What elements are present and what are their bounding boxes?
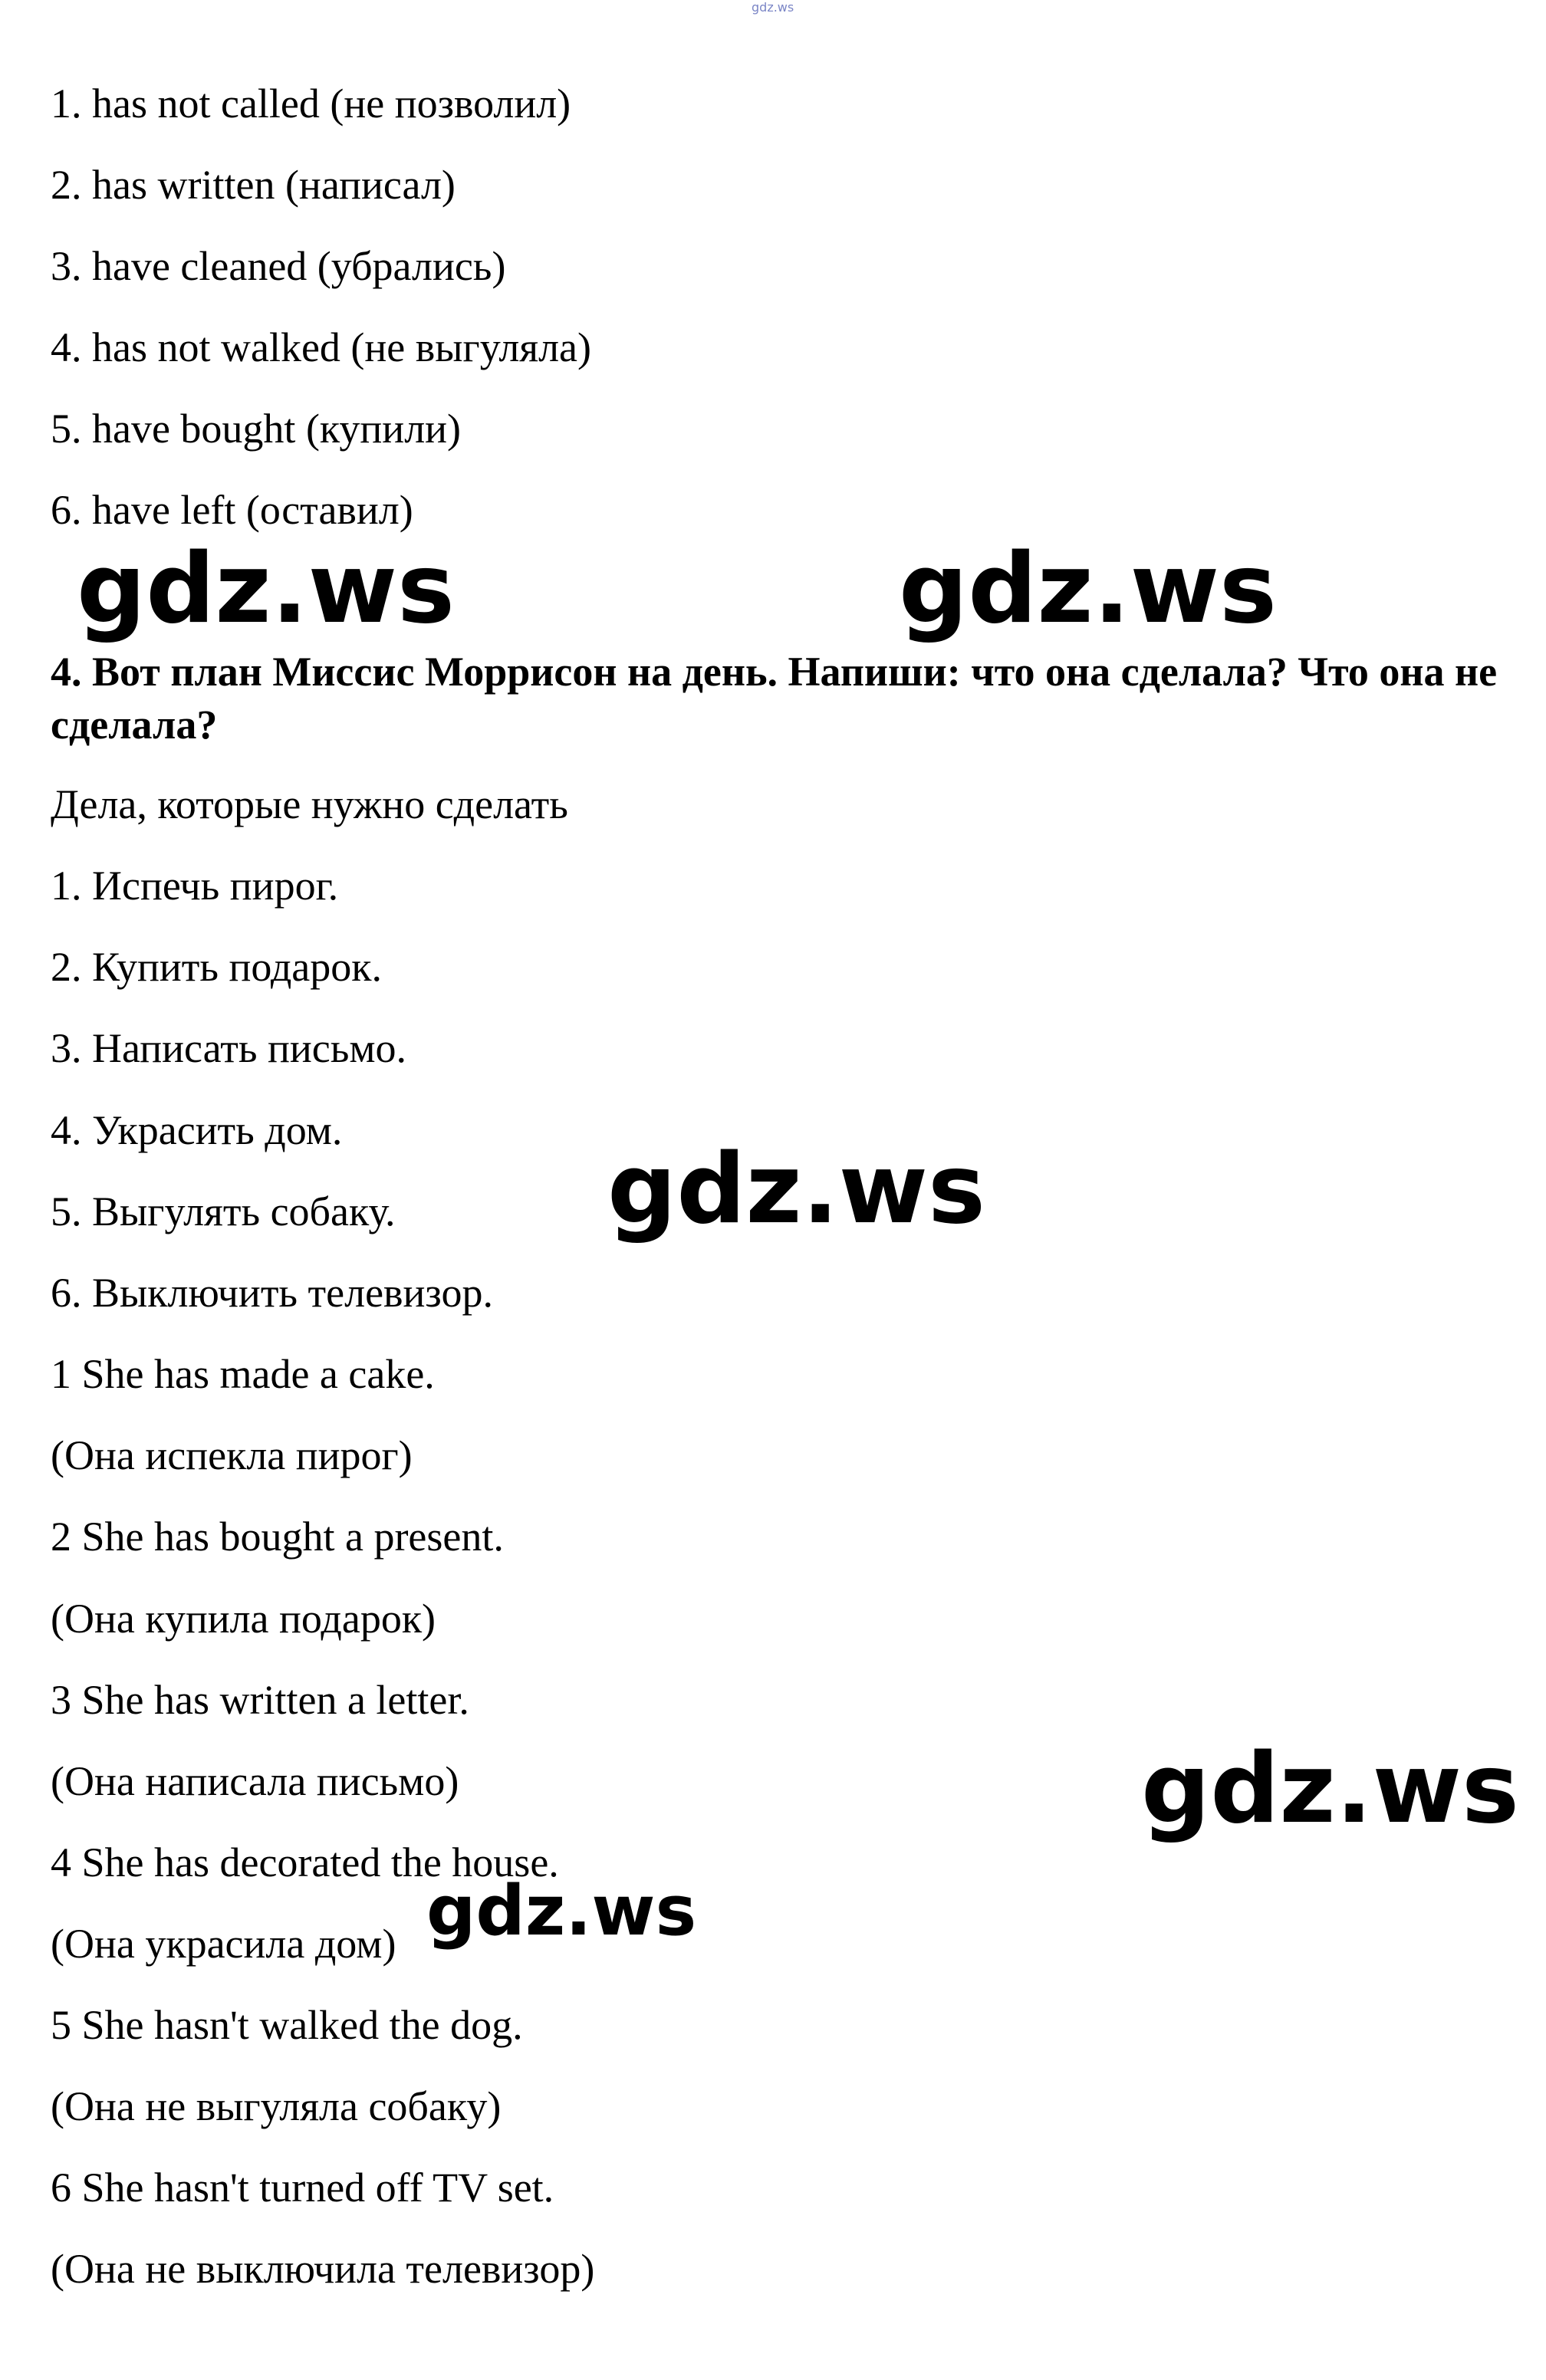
watermark: gdz.ws [1141,1732,1519,1845]
watermark: gdz.ws [607,1132,985,1245]
todo-item-5: 5. Выгулять собаку. [51,1188,396,1234]
task-heading: 4. Вот план Миссис Моррисон на день. Напиши: что она сделала? Что она не сделала? [51,649,1498,748]
answer-line: 5 She hasn't walked the dog. [51,2002,523,2048]
answer-translation: (Она не выгуляла собаку) [51,2083,502,2129]
todo-item-6: 6. Выключить телевизор. [51,1270,493,1316]
top-watermark: gdz.ws [752,0,794,15]
prev-answer-2: 2. has written (написал) [51,162,456,208]
todo-item-3: 3. Написать письмо. [51,1025,407,1071]
todo-title: Дела, которые нужно сделать [51,781,568,827]
watermark: gdz.ws [899,532,1277,645]
todo-item-4: 4. Украсить дом. [51,1107,343,1153]
todo-item-1: 1. Испечь пирог. [51,863,339,909]
answer-line: 6 She hasn't turned off TV set. [51,2165,554,2211]
answer-line: 2 She has bought a present. [51,1514,504,1560]
watermark: gdz.ws [426,1871,697,1951]
prev-answer-3: 3. have cleaned (убрались) [51,243,506,289]
prev-answer-6: 6. have left (оставил) [51,487,413,533]
prev-answer-4: 4. has not walked (не выгуляла) [51,324,592,370]
answer-translation: (Она купила подарок) [51,1596,436,1642]
prev-answer-5: 5. have bought (купили) [51,406,462,452]
watermark: gdz.ws [77,532,455,645]
answer-line: 3 She has written a letter. [51,1677,469,1723]
answer-translation: (Она не выключила телевизор) [51,2246,595,2292]
answer-translation: (Она испекла пирог) [51,1432,413,1478]
answer-line: 4 She has decorated the house. [51,1839,559,1885]
todo-item-2: 2. Купить подарок. [51,944,382,990]
answer-translation: (Она украсила дом) [51,1921,396,1967]
prev-answer-1: 1. has not called (не позволил) [51,81,571,127]
answer-line: 1 She has made a cake. [51,1351,435,1397]
answer-translation: (Она написала письмо) [51,1758,459,1804]
